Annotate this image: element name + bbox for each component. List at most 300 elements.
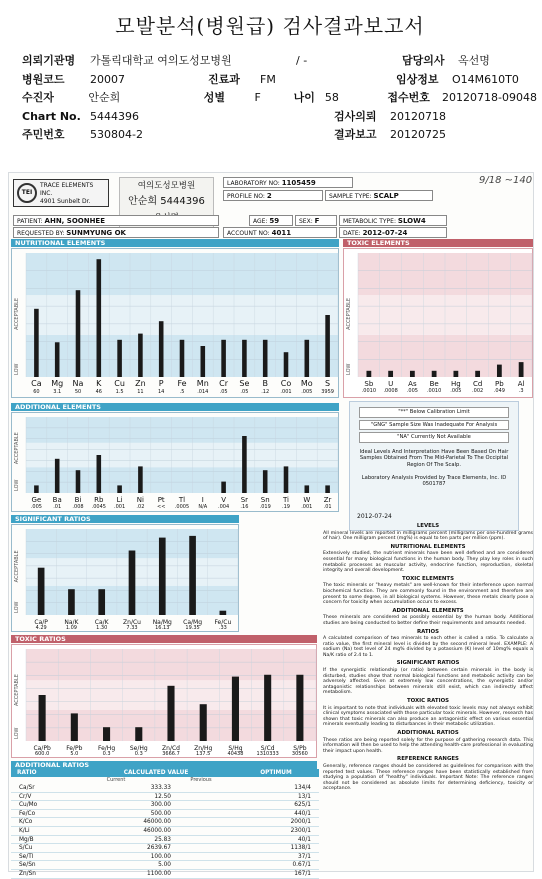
bar-Zn/Cu [129, 551, 136, 616]
tick-label: Fe/Pb [66, 745, 83, 752]
ar-cell-opt: 1138/1 [290, 845, 311, 852]
bar-Ca/Mg [189, 536, 196, 615]
header-row-2 [22, 71, 537, 90]
data-label: .005 [30, 504, 42, 510]
header-row-1 [22, 52, 537, 71]
axis-acceptable-label: ACCEPTABLE [14, 432, 20, 465]
data-label: .01 [53, 504, 62, 510]
axis-low-label: LOW [346, 363, 352, 375]
tick-label: Na/K [64, 619, 79, 626]
ar-cell-opt: 0.67/1 [292, 862, 311, 869]
logo-subtext: 4901 Sunbelt Dr. [40, 198, 91, 205]
tick-label: U [388, 380, 394, 388]
bar-Hg [453, 371, 458, 377]
levels-paragraph: It is important to note that individuals with elevated toxic levels may not always exhibit clinical symptoms associated with those particular toxic minerals. However, research has shown that toxic minerals can also produce an antagonistic effect on various essential minerals eventually leading to disturbances in their metabolic utilization. [323, 705, 533, 728]
bar-Sr [242, 436, 247, 493]
ar-cell-opt: 440/1 [294, 810, 311, 817]
tick-label: Ti [282, 496, 290, 504]
account-field [223, 227, 337, 238]
levels-heading: REFERENCE RANGES [397, 756, 459, 763]
bar-Ca/Pb [39, 695, 46, 741]
tick-label: Zr [323, 496, 332, 504]
levels-heading: TOXIC RATIOS [406, 698, 450, 705]
data-label: 19.35 [185, 625, 200, 631]
axis-low-label: LOW [14, 601, 20, 613]
tick-label: Fe/Hg [97, 745, 116, 752]
ar-cell-previous [171, 861, 261, 869]
key-note: Ideal Levels And Interpretation Have Been Based On Hair Samples Obtained From The Mid-Parietal To The Occipital Region Of The Scalp. [359, 448, 509, 468]
bar-Na/K [68, 589, 75, 615]
ar-row [11, 861, 319, 870]
key-lab-credit: Laboratory Analysis Provided by Trace Elements, Inc. ID 0501787 [361, 474, 507, 488]
ar-row [11, 818, 319, 827]
tick-label: Fe [177, 379, 187, 388]
toxic-section-header: TOXIC ELEMENTS [343, 239, 533, 247]
tick-label: Rb [94, 496, 104, 504]
profile-label: PROFILE NO: [227, 193, 265, 200]
data-label: .5 [179, 389, 185, 395]
bar-Fe/Cu [220, 611, 227, 615]
ar-cell-previous [171, 784, 261, 792]
bar-Zn/Hg [200, 704, 207, 741]
data-label: 0.3 [102, 751, 111, 757]
axis-low-label: LOW [14, 727, 20, 739]
data-label: .001 [114, 504, 126, 510]
ar-row [11, 836, 319, 845]
bar-Ge [34, 485, 39, 493]
legend-key-box [349, 401, 519, 531]
data-label: 7.33 [126, 625, 138, 631]
ar-row [11, 844, 319, 853]
data-label: .001 [280, 389, 292, 395]
label-clinical-info: 임상정보 [396, 72, 439, 86]
tick-label: Be [429, 380, 439, 388]
label-patient: 수진자 [22, 91, 54, 105]
profile-value: 2 [266, 192, 272, 200]
bar-As [410, 371, 415, 377]
tick-label: Zn [135, 379, 146, 388]
key-below-limit: "**" Below Calibration Limit [359, 407, 509, 418]
data-label: 60 [33, 389, 40, 395]
data-label: .0005 [174, 504, 190, 510]
toxic-ratios-section-header: TOXIC RATIOS [11, 635, 317, 643]
data-label: .05 [240, 389, 249, 395]
zone-band [26, 417, 338, 443]
tick-label: Sn [260, 496, 270, 504]
bar-S/Cd [264, 675, 271, 741]
value-department: FM [260, 72, 276, 86]
ar-cell-ratio: Mg/B [19, 836, 34, 843]
additional-elements-chart [11, 412, 339, 512]
label-institution: 의뢰기관명 [22, 54, 76, 67]
bar-Mn [201, 346, 206, 377]
bar-Co [284, 352, 289, 377]
key-na: "NA" Currently Not Available [359, 432, 509, 443]
levels-paragraph: A calculated comparison of two minerals to each other is called a ratio. To calculate a ratio value, the first mineral level is divided by the second mineral level. EXAMPLE: A sodium (Na) test level of 24 mg% divided by a potassium (K) level of 10mg% equals a Na/K ratio of 2.4 to 1. [323, 636, 533, 658]
ar-subheaders [11, 777, 319, 784]
data-label: 30560 [291, 751, 308, 757]
tick-label: Sr [240, 496, 249, 504]
tick-label: W [303, 496, 311, 504]
age-field [249, 215, 293, 226]
tick-label: S/Cd [260, 745, 275, 752]
levels-paragraph: All mineral levels are reported in milligrams percent (milligrams per one-hundred grams of hair). One milligram percent (mg%) is equal to ten parts per million (ppm). [323, 530, 533, 542]
ar-cell-ratio: K/Li [19, 827, 30, 834]
ar-cell-value: 100.00 [150, 853, 171, 860]
zone-band [26, 253, 338, 295]
tick-label: Fe/Cu [214, 619, 232, 626]
bar-Sn [263, 470, 268, 493]
patient-field [13, 215, 219, 226]
tick-label: Ni [136, 496, 144, 504]
tick-label: S/Hg [228, 745, 243, 752]
tick-label: Ca/Pb [33, 745, 51, 752]
stamp-line-2: 안순희 5444396 [128, 196, 205, 207]
bar-S [325, 315, 330, 377]
levels-heading: LEVELS [416, 523, 440, 529]
levels-heading: SIGNIFICANT RATIOS [396, 660, 460, 667]
ar-cell-ratio: Se/Tl [19, 853, 34, 860]
data-label: .005 [301, 389, 313, 395]
ar-cell-ratio: Cu/Mo [19, 802, 38, 809]
label-resident-no: 주민번호 [22, 128, 65, 142]
data-label: 46 [95, 389, 102, 395]
account-value: 4011 [271, 229, 292, 237]
hair-analysis-sheet [8, 172, 534, 877]
ar-row [11, 870, 319, 879]
sex-value: F [314, 217, 320, 225]
handwritten-signature: 9/18 ~140 [479, 175, 533, 186]
ar-row [11, 801, 319, 810]
data-label: .008 [72, 504, 84, 510]
profile-field [223, 190, 323, 201]
data-label: .0008 [383, 388, 398, 394]
tick-label: Zn/Cd [162, 745, 180, 752]
label-sex: 성별 [203, 91, 225, 105]
data-label: 137.5 [196, 751, 211, 757]
label-receipt-no: 접수번호 [387, 91, 430, 105]
data-label: 5.0 [70, 751, 79, 757]
bar-Ti [284, 466, 289, 493]
interpretation-text [323, 521, 533, 871]
tick-label: Cd [472, 380, 483, 388]
data-label: .33 [218, 625, 227, 631]
ar-row [11, 810, 319, 819]
data-label: 0.3 [134, 751, 143, 757]
data-label: N/A [198, 504, 208, 510]
ar-cell-previous [171, 870, 261, 878]
tick-label: Ca [31, 379, 42, 388]
data-label: .16 [240, 504, 249, 510]
bar-P [159, 321, 164, 377]
ar-cell-ratio: Zn/Sn [19, 870, 36, 877]
bar-Fe/Hg [103, 727, 110, 741]
data-label: .049 [493, 388, 505, 394]
ar-cell-opt: 134/4 [294, 785, 311, 791]
ar-cell-previous [171, 818, 261, 826]
stamp-line-1: 여의도성모병원 [137, 181, 196, 191]
data-label: .005 [450, 388, 462, 394]
value-chart-no: 5444396 [90, 109, 139, 123]
data-label: 3666.7 [162, 751, 180, 757]
data-label: .005 [406, 388, 418, 394]
bar-W [305, 485, 310, 493]
label-department: 진료과 [208, 72, 240, 86]
lab-no-value: 1105459 [281, 179, 316, 187]
ar-row [11, 827, 319, 836]
ar-cell-value: 333.33 [150, 785, 171, 791]
bar-V [221, 482, 226, 493]
requested-field [13, 227, 219, 238]
bar-Zr [325, 485, 330, 493]
bar-Rb [97, 455, 102, 493]
value-doctor: 옥선명 [458, 54, 490, 67]
nutritional-section-header: NUTRITIONAL ELEMENTS [11, 239, 339, 247]
bar-Zn/Cd [167, 686, 174, 741]
axis-acceptable-label: ACCEPTABLE [346, 297, 352, 330]
ar-cell-value: 1100.00 [147, 870, 171, 877]
tick-label: Zn/Cu [123, 619, 141, 626]
data-label: .19 [282, 504, 290, 510]
ar-cell-opt: 2300/1 [290, 827, 311, 834]
patient-label: PATIENT: [17, 218, 43, 225]
ar-cell-value: 500.00 [150, 810, 171, 817]
account-label: ACCOUNT NO: [227, 230, 270, 237]
ar-cell-ratio: K/Co [19, 819, 33, 826]
toxic-ratios-chart [11, 644, 317, 758]
value-patient: 안순희 [88, 91, 121, 105]
ar-sub-current: Current [106, 777, 126, 783]
data-label: 16.13 [155, 625, 170, 631]
bar-Al [519, 362, 524, 377]
axis-acceptable-label: ACCEPTABLE [14, 297, 20, 330]
ar-cell-ratio: S/Cu [19, 845, 33, 852]
header-row-4 [22, 108, 537, 127]
axis-acceptable-label: ACCEPTABLE [14, 674, 20, 707]
tick-label: Ge [31, 496, 42, 504]
tick-label: P [158, 379, 164, 388]
tick-label: Cu [114, 379, 125, 388]
requested-label: REQUESTED BY: [17, 230, 65, 237]
header-row-5 [22, 126, 537, 145]
tick-label: As [408, 380, 417, 388]
tick-label: Mn [196, 379, 209, 388]
bar-B [263, 340, 268, 377]
additional-ratios-table [11, 761, 319, 879]
data-label: .014 [197, 389, 209, 395]
axis-acceptable-label: ACCEPTABLE [14, 550, 20, 583]
levels-paragraph: Extensively studied, the nutrient minerals have been well defined and are considered essential for many biological functions in the human body. They play key roles in such metabolic processes as muscular activity, endocrine function, reproduction, skeletal integrity and overall development. [323, 551, 533, 574]
label-age: 나이 [293, 91, 315, 105]
value-resident-no: 530804-2 [90, 128, 143, 142]
tick-label: Na [72, 379, 84, 388]
ar-sub-previous: Previous [190, 777, 212, 783]
data-label: << [157, 504, 166, 510]
value-age: 58 [324, 91, 339, 105]
ar-cell-opt: 13/1 [297, 793, 311, 800]
data-label: 600.0 [34, 751, 50, 757]
lab-logo [13, 179, 109, 207]
tick-label: Se/Hg [129, 745, 148, 752]
additional-ratios-header: ADDITIONAL RATIOS [11, 761, 317, 769]
date-value: 2012-07-24 [362, 229, 408, 237]
label-report-date: 결과보고 [334, 128, 377, 142]
tick-label: Ca/K [94, 619, 109, 626]
bar-Ni [138, 466, 143, 493]
requested-value: SUNMYUNG OK [66, 229, 126, 237]
levels-heading: NUTRITIONAL ELEMENTS [390, 543, 466, 550]
sample-value: SCALP [373, 192, 399, 200]
ar-cell-previous [171, 793, 261, 801]
tick-label: Ba [52, 496, 62, 504]
zone-band [26, 295, 338, 335]
sample-label: SAMPLE TYPE: [329, 193, 372, 200]
ar-cell-previous [171, 836, 261, 844]
metabolic-field [339, 215, 447, 226]
tick-label: Sb [364, 380, 374, 388]
data-label: .001 [301, 504, 313, 510]
bar-Se [242, 340, 247, 377]
ar-cell-ratio: Se/Sn [19, 862, 36, 869]
data-label: 1.5 [115, 389, 124, 395]
data-label: 1.09 [65, 625, 77, 631]
levels-heading: TOXIC ELEMENTS [402, 575, 454, 582]
bar-Na/Mg [159, 538, 166, 615]
bar-Ca [34, 309, 39, 377]
bar-Cu [117, 340, 122, 377]
ar-row [11, 853, 319, 862]
data-label: .05 [219, 389, 228, 395]
logo-text: TRACE ELEMENTS INC. [40, 182, 94, 197]
bar-Bi [76, 470, 81, 493]
ar-row [11, 784, 319, 793]
ar-cell-opt: 37/1 [297, 853, 311, 860]
ar-cell-value: 46000.00 [143, 827, 171, 834]
bar-Cd [475, 371, 480, 377]
levels-heading: ADDITIONAL ELEMENTS [392, 607, 464, 614]
ar-cell-previous [171, 844, 261, 852]
ar-row [11, 793, 319, 802]
bar-Fe [180, 340, 185, 377]
ar-cell-previous [171, 827, 261, 835]
sex-label: SEX: [299, 218, 313, 225]
ar-cell-previous [171, 853, 261, 861]
tick-label: Ca/P [34, 619, 48, 626]
value-request-date: 20120718 [390, 109, 446, 123]
data-label: .004 [218, 504, 230, 510]
ar-rows [11, 784, 319, 879]
value-hospital-code: 20007 [90, 72, 125, 86]
zone-band [26, 649, 316, 680]
bar-S/Pb [296, 675, 303, 741]
ar-cell-opt: 625/1 [294, 802, 311, 809]
value-sex: F [254, 91, 261, 105]
tick-label: Li [116, 496, 123, 504]
date-label: DATE: [343, 230, 361, 237]
label-hospital-code: 병원코드 [22, 72, 65, 86]
tick-label: Bi [74, 496, 82, 504]
ar-cell-value: 5.00 [158, 862, 171, 869]
data-label: .12 [261, 389, 270, 395]
bar-Pb [497, 365, 502, 377]
value-institution: 가톨릭대학교 여의도성모병원 [90, 54, 232, 67]
data-label: .02 [136, 504, 145, 510]
age-label: AGE: [253, 218, 268, 225]
key-gng: "GNG" Sample Size Was Inadequate For Analysis [359, 420, 509, 431]
bar-Ca/K [98, 589, 105, 615]
bar-Be [432, 371, 437, 377]
ar-cell-value: 300.00 [150, 802, 171, 809]
zone-band [26, 443, 338, 467]
value-report-date: 20120725 [390, 128, 446, 142]
ar-cell-previous [171, 801, 261, 809]
label-request-date: 검사의뢰 [334, 109, 377, 123]
data-label: 3.1 [53, 389, 62, 395]
report-date-stamp: 2012-07-24 [357, 513, 392, 520]
data-label: .0010 [426, 388, 442, 394]
tick-label: Mg [51, 379, 64, 388]
levels-paragraph: If the synergistic relationship (or ratio) between certain minerals in the body is disturbed, studies show that normal biological functions and metabolic activity can be adversely affected. Even at extremely low concentrations, the synergistic and/or antagonistic relationships between minerals still exist, which can indirectly affect metabolism. [323, 668, 533, 696]
label-doctor: 담당의사 [402, 54, 445, 67]
tick-label: Pb [495, 380, 504, 388]
ar-cell-ratio: Cr/V [19, 793, 32, 800]
bar-Fe/Pb [71, 713, 78, 741]
data-label: .01 [323, 504, 332, 510]
data-label: 1310333 [256, 751, 279, 757]
significant-ratios-chart [11, 524, 239, 632]
levels-paragraph: The toxic minerals or "heavy metals" are well-known for their interference upon normal biochemical function. They are commonly found in the environment and therefore are present to some degree, in all biological systems. However, these metals clearly pose a concern for toxicity when accumulation occurs to excess. [323, 583, 533, 606]
data-label: 4.29 [35, 625, 47, 631]
additional-section-header: ADDITIONAL ELEMENTS [11, 403, 339, 411]
ar-col-optimum: OPTIMUM [260, 770, 292, 776]
axis-low-label: LOW [14, 363, 20, 375]
ar-col-ratio: RATIO [17, 770, 37, 776]
tick-label: S/Pb [293, 745, 307, 752]
ar-cell-value: 2639.67 [147, 845, 171, 852]
data-label: 3959 [321, 389, 334, 395]
metabolic-label: METABOLIC TYPE: [343, 218, 396, 225]
data-label: 1.30 [96, 625, 108, 631]
bar-Na [76, 290, 81, 377]
tick-label: B [262, 379, 268, 388]
ar-cell-value: 25.83 [154, 836, 171, 843]
sex-field [295, 215, 337, 226]
ar-col-value: CALCULATED VALUE [123, 770, 189, 776]
tick-label: Na/Mg [152, 619, 172, 626]
bar-Li [117, 485, 122, 493]
value-clinical-info: O14M610T0 [452, 72, 519, 86]
tick-label: Ca/Mg [183, 619, 203, 626]
ar-cell-value: 46000.00 [143, 819, 171, 826]
bar-Se/Hg [135, 727, 142, 741]
bar-Zn [138, 334, 143, 377]
tick-label: S [325, 379, 331, 388]
age-value: 59 [269, 217, 280, 225]
patient-value: AHN, SOONHEE [44, 217, 106, 225]
levels-heading: RATIOS [416, 628, 440, 635]
bar-Ca/P [38, 568, 45, 615]
ar-cell-opt: 40/1 [297, 836, 311, 843]
tick-label: Cr [219, 379, 229, 388]
data-label: .002 [472, 388, 484, 394]
nutritional-elements-chart [11, 248, 339, 398]
sample-field [325, 190, 433, 201]
tick-label: I [201, 496, 204, 504]
tick-label: V [221, 496, 226, 504]
logo-mark-icon: TEI [17, 183, 37, 203]
report-header [22, 52, 537, 145]
bar-S/Hg [232, 677, 239, 741]
